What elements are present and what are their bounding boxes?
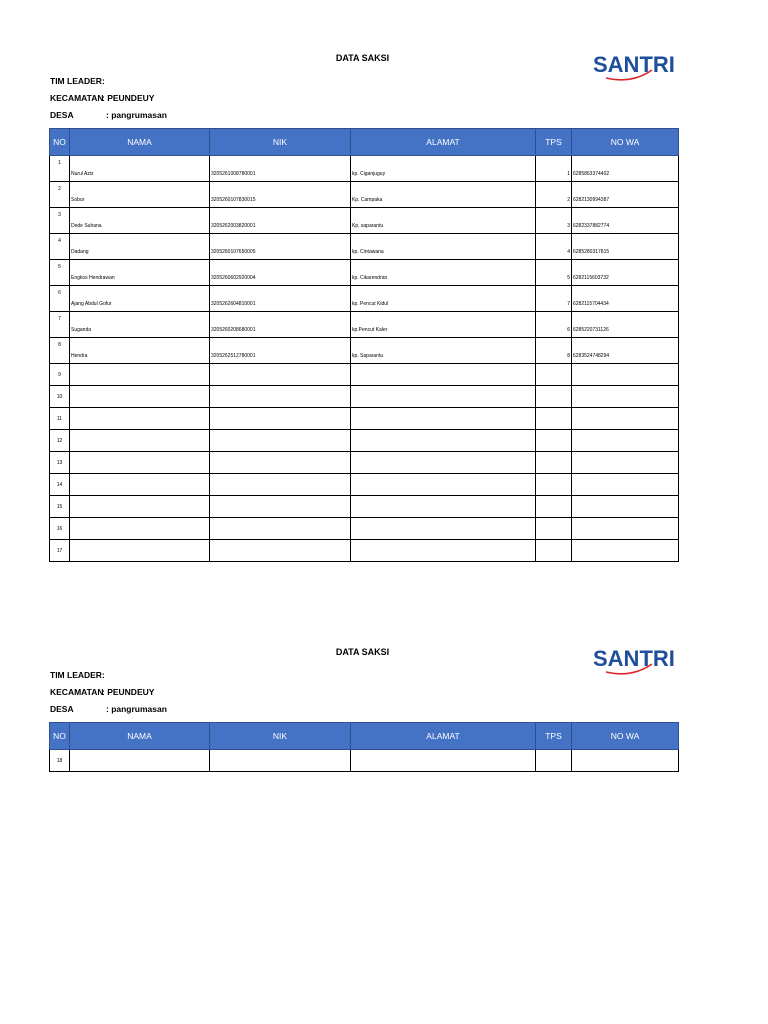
value-nowa: 6283524748294 [573,353,610,359]
header-no: NO [50,723,70,750]
tim-leader-value: : [102,670,105,680]
santri-logo [592,642,675,676]
value-nama: Suganda [71,327,92,333]
cell-no: 12 [50,430,70,452]
value-nama: Nurul Aziz [71,171,94,177]
value-nik: 3205262003820001 [211,223,256,229]
value-nowa: 6285863374402 [573,171,610,177]
cell-empty [536,750,572,772]
desa-value: : pangrumasan [106,110,167,120]
value-nama: Dadang [71,249,89,255]
value-nowa: 6282130994387 [573,197,610,203]
cell-no: 18 [50,750,70,772]
value-tps: 7 [567,301,570,307]
tim-leader-value: : [102,76,105,86]
value-nama: Sobur [71,197,85,203]
value-tps: 6 [567,327,570,333]
sheet-title: DATA SAKSI [335,53,390,63]
value-alamat: kp. Cikarendran [352,275,388,281]
header-tps: TPS [536,723,572,750]
value-nama: Dede Suhana [71,223,102,229]
header-nowa: NO WA [572,723,679,750]
cell-no: 9 [50,364,70,386]
cell-no: 6 [50,286,70,312]
value-tps: 8 [567,353,570,359]
kecamatan-label: KECAMATAN [50,93,104,103]
svg-text:SANTRI: SANTRI [593,52,675,77]
cell-no: 7 [50,312,70,338]
value-nama: Engkos Hendrawan [71,275,115,281]
cell-no: 17 [50,540,70,562]
header-alamat: ALAMAT [351,723,536,750]
value-alamat: kp. Pencut Kidul [352,301,389,307]
value-alamat: kp. Cintawana [352,249,384,255]
header-tps: TPS [536,129,572,156]
value-nama: Ajang Abdul Gofur [71,301,112,307]
value-tps: 2 [567,197,570,203]
cell-no: 13 [50,452,70,474]
value-nik: 3205260602920004 [211,275,256,281]
value-nowa: 6282337882774 [573,223,610,229]
cell-empty [572,750,679,772]
value-alamat: kp. Ciganjuguy [352,171,386,177]
cell-no: 14 [50,474,70,496]
value-nowa: 6285280317815 [573,249,610,255]
sheet-title: DATA SAKSI [335,647,390,657]
header-alamat: ALAMAT [351,129,536,156]
value-nik: 3205260107650005 [211,249,256,255]
kecamatan-label: KECAMATAN [50,687,104,697]
desa-value: : pangrumasan [106,704,167,714]
cell-empty [351,750,536,772]
value-nama: Hendra [71,353,88,359]
value-tps: 4 [567,249,570,255]
value-nik: 3205261008780001 [211,171,256,177]
cell-no: 16 [50,518,70,540]
header-nowa: NO WA [572,129,679,156]
value-nik: 3205260208680001 [211,327,256,333]
value-tps: 3 [567,223,570,229]
svg-text:SANTRI: SANTRI [593,646,675,671]
value-tps: 5 [567,275,570,281]
value-nik: 3205260107830015 [211,197,256,203]
kecamatan-value: : PEUNDEUY [102,93,155,103]
value-alamat: kp. Saparantu [352,353,384,359]
kecamatan-value: : PEUNDEUY [102,687,155,697]
header-nik: NIK [210,129,351,156]
header-nama: NAMA [70,723,210,750]
saksi-table [49,722,679,772]
value-nowa: 6282115603732 [573,275,609,281]
header-nik: NIK [210,723,351,750]
cell-empty [70,750,210,772]
tim-leader-label: TIM LEADER [50,76,102,86]
table-row [50,750,679,772]
tim-leader-label: TIM LEADER [50,670,102,680]
value-alamat: Kp. Campaka [352,197,383,203]
cell-no: 2 [50,182,70,208]
cell-no: 8 [50,338,70,364]
value-nik: 3205262512780001 [211,353,256,359]
value-alamat: Kp. saparantu [352,223,384,229]
value-nowa: 6285220731126 [573,327,609,333]
header-no: NO [50,129,70,156]
header-nama: NAMA [70,129,210,156]
empty-rows [50,750,679,772]
desa-label: DESA [50,704,74,714]
value-nik: 3205262604810001 [211,301,256,307]
cell-no: 1 [50,156,70,182]
cell-no: 5 [50,260,70,286]
value-tps: 1 [567,171,570,177]
cell-no: 10 [50,386,70,408]
value-alamat: kp.Pencut Kaler [352,327,388,333]
value-nowa: 6282115704434 [573,301,609,307]
cell-no: 4 [50,234,70,260]
info-block [50,667,167,718]
cell-no: 11 [50,408,70,430]
desa-label: DESA [50,110,74,120]
cell-empty [210,750,351,772]
cell-no: 15 [50,496,70,518]
cell-no: 3 [50,208,70,234]
